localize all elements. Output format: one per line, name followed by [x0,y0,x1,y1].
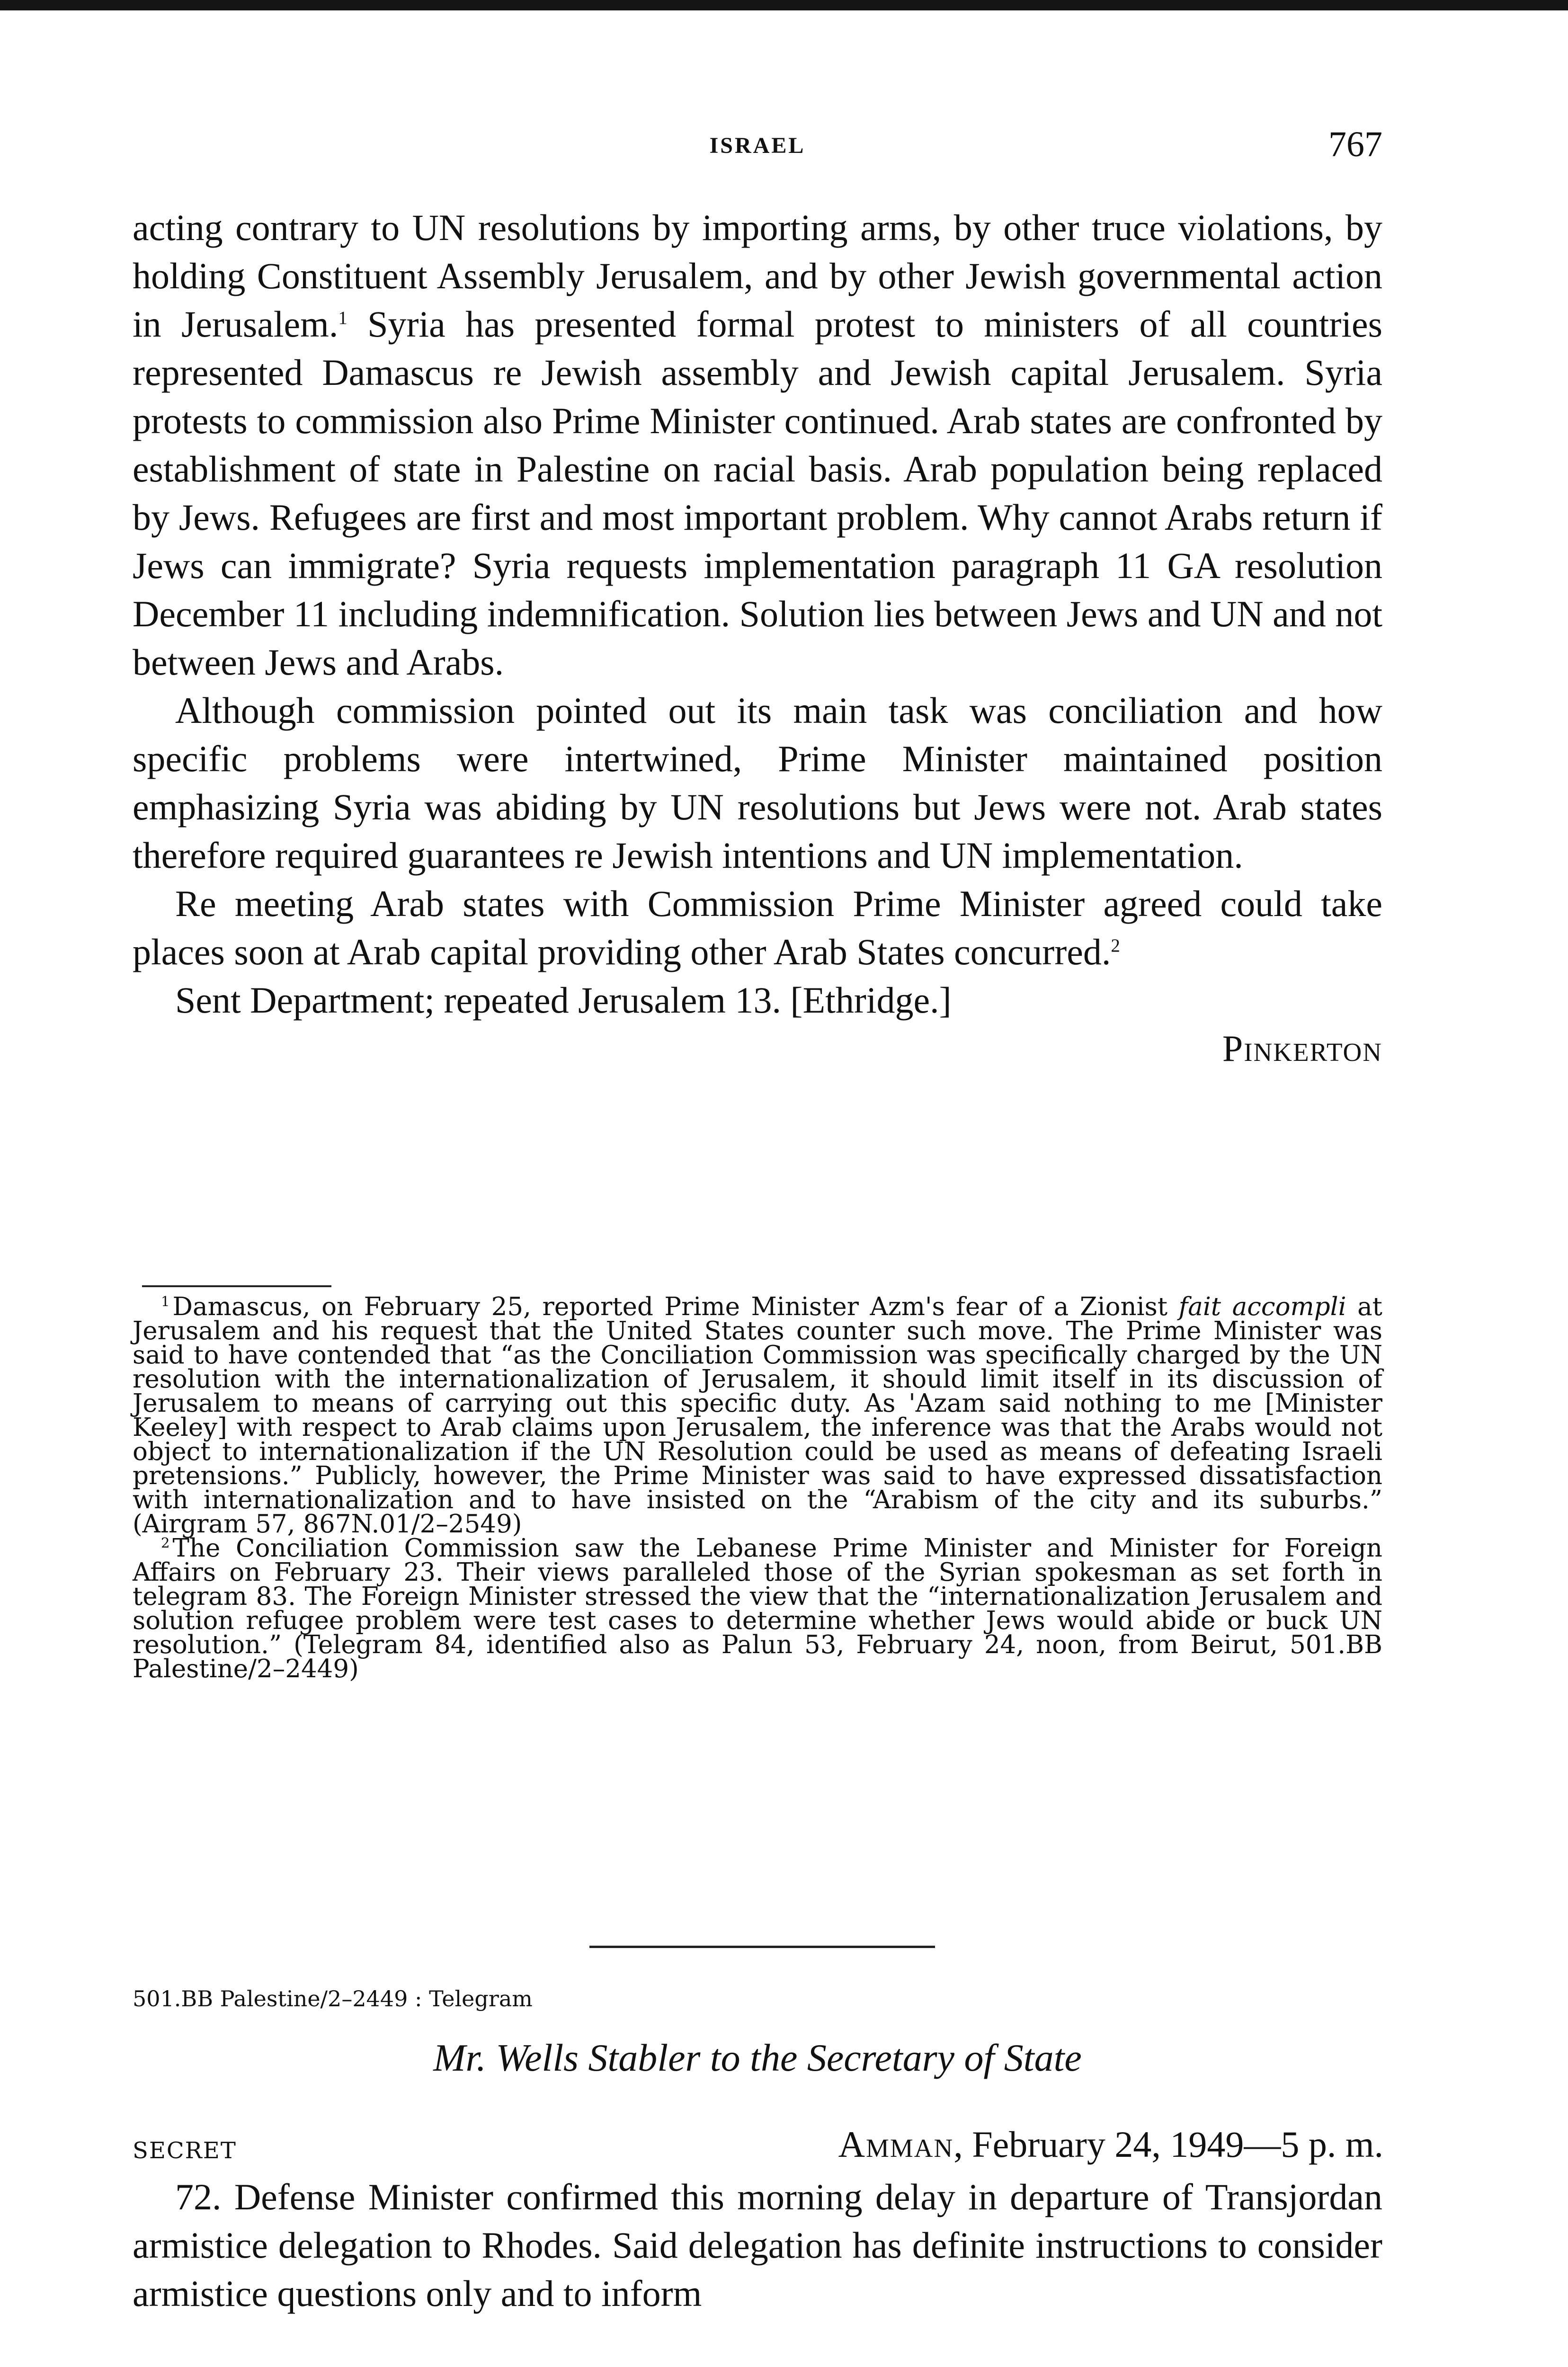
document-title: Mr. Wells Stabler to the Secretary of State [433,2036,1082,2079]
telegram-paragraph: 72. Defense Minister confirmed this morning delay in departure of Transjordan armistice delegation to Rhodes. Said delegation has definite instructions to consider armistice questions only and to inform [133,2176,1382,2314]
paragraph-4: Sent Department; repeated Jerusalem 13. [Ethridge.] [175,979,952,1021]
footnote-1-text-a: Damascus, on February 25, reported Prime Minister Azm's fear of a Zionist [172,1292,1179,1321]
signature: Pinkerton [1222,1028,1382,1069]
footnote-2-number: 2 [161,1535,170,1551]
footnote-ref-1: 1 [338,308,347,328]
dateline-place: Amman [838,2124,954,2165]
paragraph-1 [133,204,1382,686]
footnotes [133,1292,1382,1683]
running-title: ISRAEL [709,133,806,158]
dateline-date: , February 24, 1949—5 p. m. [953,2124,1383,2165]
classification-label: SECRET [133,2137,237,2164]
footnote-1 [133,1292,1382,1539]
section-divider [589,1946,935,1948]
telegram-body [133,2173,1382,2318]
dateline [838,2123,1383,2166]
footnote-1-italic: fait accompli [1178,1292,1346,1321]
footnote-ref-2: 2 [1111,935,1120,956]
paragraph-1-text-a: acting contrary to UN resolutions by importing arms, by other truce violations, by holding Constituent Assembly Jerusalem, and by other Jewish governmental action in Jerusalem. [133,207,1382,345]
main-text [133,204,1382,1073]
paragraph-3 [133,880,1382,976]
footnote-divider [142,1285,331,1287]
page-number: 767 [1328,125,1382,164]
footnote-2 [133,1536,1382,1681]
footnote-2-text: The Conciliation Commission saw the Lebanese Prime Minister and Minister for Foreign Affairs on February 23. Their views paralleled those of the Syrian spokesman as set forth in telegram 83. The Foreign Minister stressed the view that the “internationalization Jerusalem and solution refugee problem were test cases to determine whether Jews would abide or buck UN resolution.” (Telegram 84, identified also as Palun 53, February 24, noon, from Beirut, 501.BB Palestine/2–2449) [133,1534,1382,1683]
file-reference: 501.BB Palestine/2–2449 : Telegram [133,1986,533,2011]
footnote-1-number: 1 [161,1293,170,1310]
top-border [0,0,1568,10]
footnote-1-text-b: at Jerusalem and his request that the United States counter such move. The Prime Minister was said to have contended that “as the Conciliation Commission was specifically charged by the UN resolution with the internationalization of Jerusalem, it should limit itself in its discussion of Jerusalem to means of carrying out this specific duty. As 'Azam said nothing to me [Minister Keeley] with respect to Arab claims upon Jerusalem, the inference was that the Arabs would not object to internationalization if the UN Resolution could be used as means of defeating Israeli pretensions.” Publicly, however, the Prime Minister was said to have expressed dissatisfaction with internationalization and to have insisted on the “Arabism of the city and its suburbs.” (Airgram 57, 867N.01/2–2549) [133,1292,1382,1539]
paragraph-2: Although commission pointed out its main task was conciliation and how specific problems were intertwined, Prime Minister maintained position emphasizing Syria was abiding by UN resolutions but Jews were not. Arab states therefore required guarantees re Jewish intentions and UN implementation. [133,690,1382,876]
paragraph-3-text: Re meeting Arab states with Commission Prime Minister agreed could take places soon at Arab capital providing other Arab States concurred. [133,883,1382,972]
running-header [133,124,1382,167]
paragraph-1-text-b: Syria has presented formal protest to ministers of all countries represented Damascus re Jewish assembly and Jewish capital Jerusalem. Syria protests to commission also Prime Minister continued. Arab states are confronted by establishment of state in Palestine on racial basis. Arab population being replaced by Jews. Refugees are first and most important problem. Why cannot Arabs return if Jews can immigrate? Syria requests implementation paragraph 11 GA resolution December 11 including indemnification. Solution lies between Jews and UN and not between Jews and Arabs. [133,303,1382,683]
